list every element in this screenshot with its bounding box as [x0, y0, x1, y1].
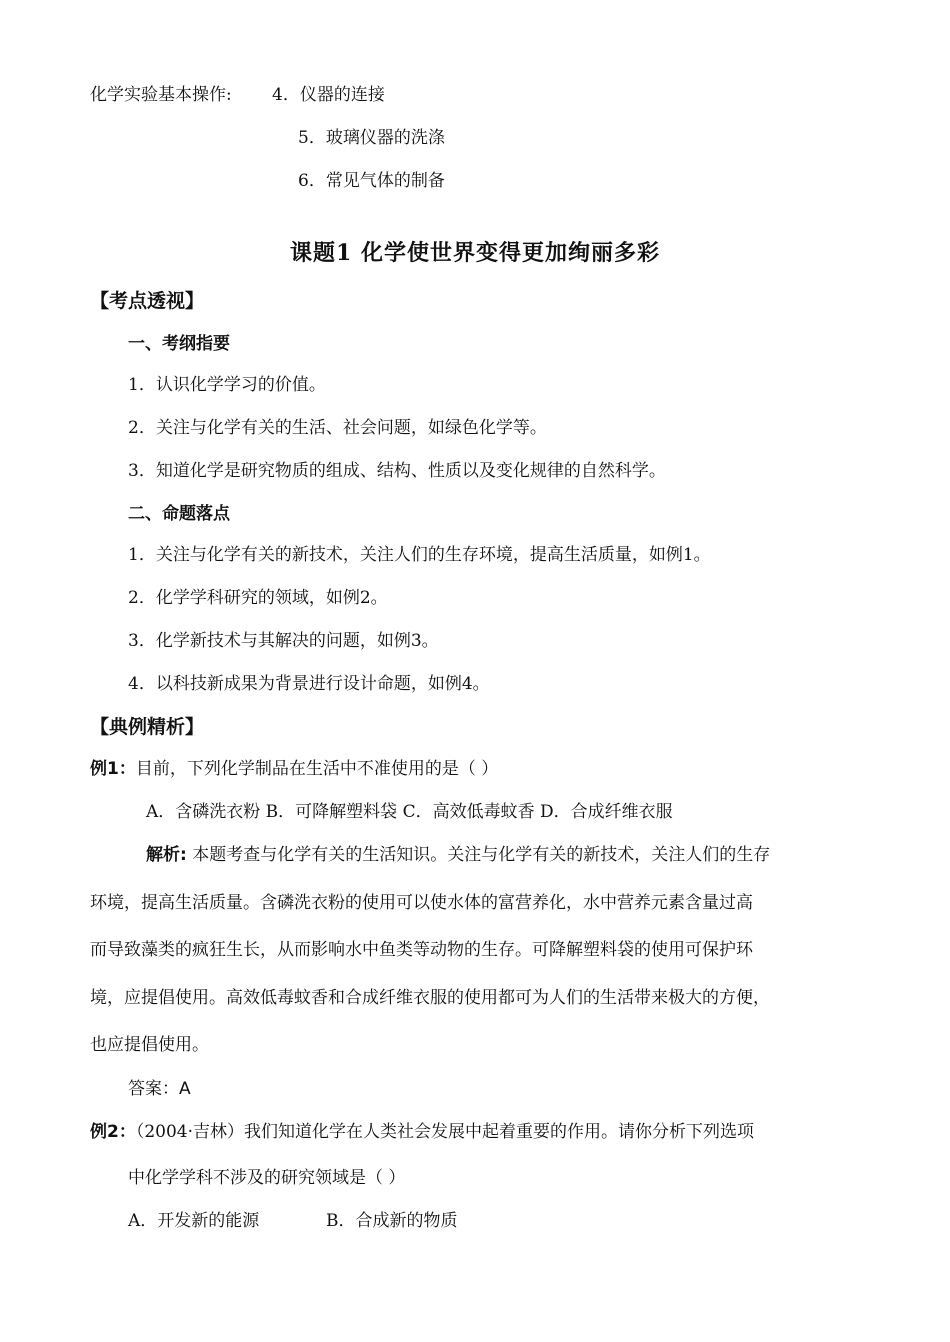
analysis-label: 解析: — [146, 845, 187, 865]
analysis-text: 环境，提高生活质量。含磷洗衣粉的使用可以使水体的富营养化，水中营养元素含量过高 — [90, 893, 753, 913]
example-1-options: A．含磷洗衣粉 B．可降解塑料袋 C．高效低毒蚊香 D．合成纤维衣服 — [146, 802, 673, 822]
analysis-text: 境，应提倡使用。高效低毒蚊香和合成纤维衣服的使用都可为人们的生活带来极大的方便， — [90, 988, 770, 1008]
example-2-question-cont: 中化学学科不涉及的研究领域是（ ） — [128, 1168, 406, 1188]
list-item: 3．化学新技术与其解决的问题，如例3。 — [128, 631, 439, 651]
header-label: 化学实验基本操作: — [90, 85, 232, 105]
analysis-text: 也应提倡使用。 — [90, 1035, 209, 1055]
example-1-text: 目前，下列化学制品在生活中不准使用的是（ ） — [135, 759, 499, 779]
list-item: 2．关注与化学有关的生活、社会问题，如绿色化学等。 — [128, 418, 547, 438]
example-2-option-b: B．合成新的物质 — [326, 1211, 458, 1231]
list-item: 4．以科技新成果为背景进行设计命题，如例4。 — [128, 674, 490, 694]
section-heading-kaodian: 【考点透视】 — [90, 290, 205, 312]
example-2-label: 例2： — [90, 1122, 136, 1142]
analysis-text: 本题考查与化学有关的生活知识。关注与化学有关的新技术，关注人们的生存 — [186, 845, 771, 865]
list-item: 1．关注与化学有关的新技术，关注人们的生存环境，提高生活质量，如例1。 — [128, 545, 711, 565]
list-item: 2．化学学科研究的领域，如例2。 — [128, 588, 388, 608]
example-2-text: （2004·吉林）我们知道化学在人类社会发展中起着重要的作用。请你分析下列选项 — [135, 1122, 755, 1142]
example-2-option-a: A．开发新的能源 — [128, 1211, 260, 1231]
example-2-question — [90, 1124, 754, 1141]
header-item-4: 4．仪器的连接 — [272, 85, 385, 105]
analysis-text: 而导致藻类的疯狂生长，从而影响水中鱼类等动物的生存。可降解塑料袋的使用可保护环 — [90, 940, 753, 960]
list-item: 1．认识化学学习的价值。 — [128, 375, 326, 395]
header-item-5: 5．玻璃仪器的洗涤 — [298, 128, 445, 148]
page-title: 课题1 化学使世界变得更加绚丽多彩 — [290, 240, 660, 266]
example-1-answer: 答案：A — [128, 1079, 191, 1099]
header-item-6: 6．常见气体的制备 — [298, 171, 445, 191]
example-1-question — [90, 761, 498, 778]
list-item: 3．知道化学是研究物质的组成、结构、性质以及变化规律的自然科学。 — [128, 461, 666, 481]
example-1-label: 例1： — [90, 759, 136, 779]
example-1-analysis-line — [146, 847, 770, 864]
subheading-kaogang: 一、考纲指要 — [128, 334, 230, 354]
section-heading-dianli: 【典例精析】 — [90, 716, 205, 738]
subheading-mingti: 二、命题落点 — [128, 504, 230, 524]
